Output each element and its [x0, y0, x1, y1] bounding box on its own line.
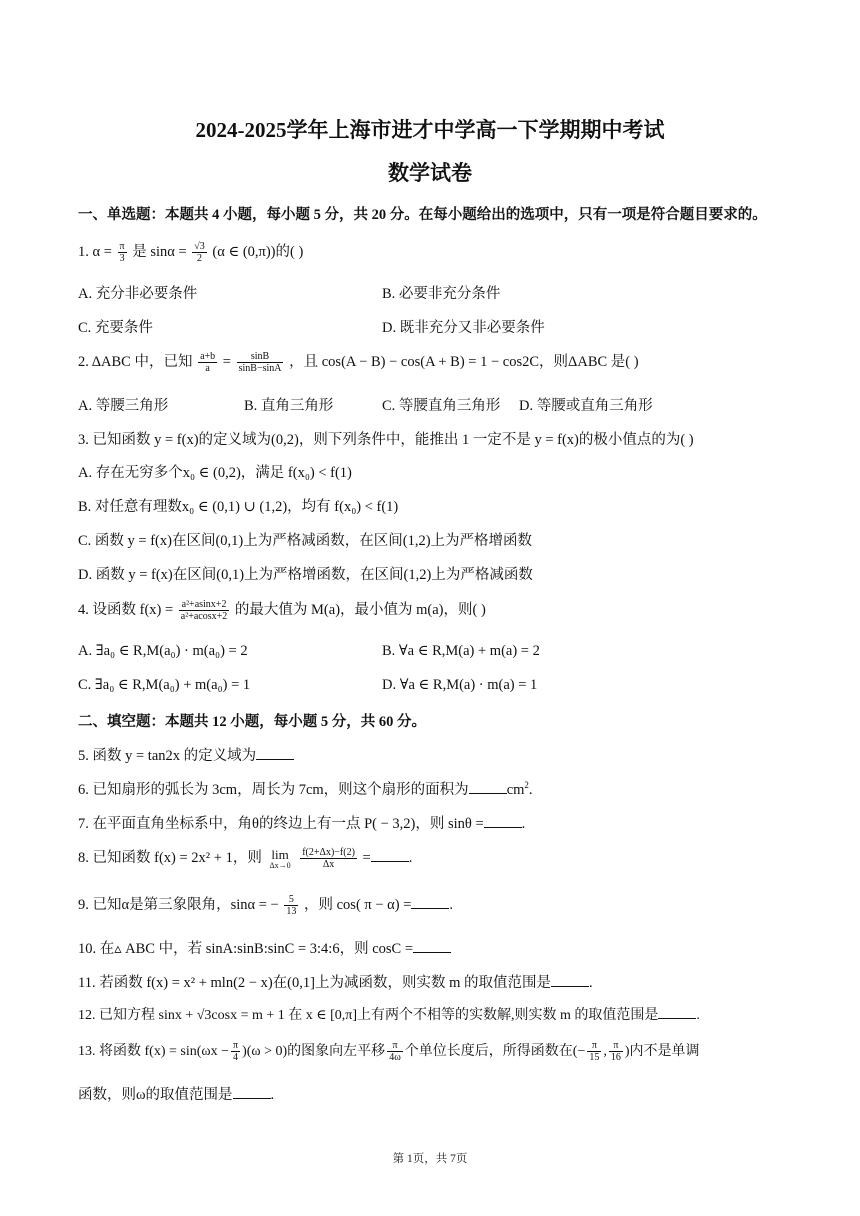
fraction: $\frac{\pi}{4\omega}$	[389, 1040, 401, 1064]
q2-option-b: B. 直角三角形	[244, 398, 334, 414]
q2-option-c: C. 等腰直角三角形	[382, 398, 501, 414]
answer-blank	[658, 1006, 696, 1019]
question-12: 12. 已知方程 sinx + √3cosx = m + 1 在 x ∈ [0,π]上有两个不相等的实数解,则实数 m 的取值范围是 .	[78, 1008, 700, 1023]
exam-subtitle: 数学试卷	[388, 161, 472, 185]
fraction: $\frac{a+b}{a}$	[200, 351, 216, 375]
question-8: 8. 已知函数 f(x) = 2x² + 1，则 lim Δx→0 $\frac{f(2+\Delta x)-f(2)}{\Delta x}$ = .	[78, 846, 413, 871]
fraction: $\frac{\pi}{15}$	[589, 1040, 600, 1064]
q4-option-b: B. ∀a ∈ R,M(a) + m(a) = 2	[382, 643, 540, 659]
q4-option-a: A. ∃a₀ ∈ R,M(a₀) · m(a₀) = 2	[78, 643, 248, 659]
question-4: 4. 设函数 f(x) = $\frac{\text{a²+asinx+2}}{\text{a²+acosx+2}}$ 的最大值为 M(a)，最小值为 m(a)，则( )	[78, 599, 486, 623]
answer-blank	[551, 974, 589, 987]
q4-option-c: C. ∃a₀ ∈ R,M(a₀) + m(a₀) = 1	[78, 677, 251, 693]
page-footer: 第 1页，共 7页	[392, 1153, 468, 1165]
q1-option-a: A. 充分非必要条件	[78, 286, 198, 302]
question-10: 10. 在▵ ABC 中，若 sinA:sinB:sinC = 3:4:6，则 cosC =	[78, 937, 451, 958]
fraction: $\frac{f(2+\Delta x)-f(2)}{\Delta x}$	[302, 847, 355, 871]
fraction: $\frac{\pi}{4}$	[233, 1040, 239, 1064]
q2-option-d: D. 等腰或直角三角形	[519, 398, 653, 414]
q3-option-d: D. 函数 y = f(x)在区间(0,1)上为严格增函数，在区间(1,2)上为严格减函数	[78, 567, 533, 583]
question-13-line2: 函数，则ω的取值范围是 .	[78, 1087, 275, 1103]
question-7: 7. 在平面直角坐标系中，角θ的终边上有一点 P( − 3,2)，则 sinθ = .	[78, 816, 526, 832]
answer-blank	[411, 896, 449, 909]
exam-title: 2024-2025学年上海市进才中学高一下学期期中考试	[195, 118, 665, 142]
q1-option-b: B. 必要非充分条件	[382, 286, 501, 302]
question-3: 3. 已知函数 y = f(x)的定义域为(0,2)，则下列条件中，能推出 1 一定不是 y = f(x)的极小值点的为( )	[78, 432, 694, 448]
question-5: 5. 函数 y = tan2x 的定义域为	[78, 744, 294, 765]
answer-blank	[256, 747, 294, 760]
answer-blank	[469, 781, 507, 794]
q4-option-d: D. ∀a ∈ R,M(a) · m(a) = 1	[382, 677, 538, 693]
answer-blank	[371, 849, 409, 862]
fraction: $\frac{\sin B}{\sin B-\sin A}$	[238, 351, 282, 375]
question-11: 11. 若函数 f(x) = x² + mln(2 − x)在(0,1]上为减函数，则实数 m 的取值范围是 .	[78, 975, 593, 991]
answer-blank	[484, 815, 522, 828]
question-2: 2. ΔABC 中，已知 $\frac{a+b}{a}$ = $\frac{\sin B}{\sin B-\sin A}$ ，且 cos(A − B) − cos(A + B) = 1 − cos2C，则ΔABC 是( )	[78, 351, 639, 375]
q1-option-c: C. 充要条件	[78, 320, 153, 336]
q3-option-c: C. 函数 y = f(x)在区间(0,1)上为严格减函数，在区间(1,2)上为严格增函数	[78, 533, 533, 549]
q3-option-a: A. 存在无穷多个x₀ ∈ (0,2)，满足 f(x₀) < f(1)	[78, 465, 352, 481]
fraction: $\frac{√3}{2}$	[194, 241, 205, 265]
question-9: 9. 已知α是第三象限角，sinα = − $\frac{5}{13}$ ，则 cos( π − α) = .	[78, 894, 453, 918]
question-13: 13. 将函数 f(x) = sin(ωx − $\frac{\pi}{4}$ )(ω > 0)的图象向左平移 $\frac{\pi}{4\omega}$ 个单位长度后，所得函数在(− $\frac{\pi}{15}$ , $\frac{\pi}{16}$ )内不是单调	[78, 1040, 700, 1064]
fraction: $\frac{5}{13}$	[286, 894, 297, 918]
q3-option-b: B. 对任意有理数x₀ ∈ (0,1) ∪ (1,2)，均有 f(x₀) < f(1)	[78, 499, 399, 515]
question-6: 6. 已知扇形的弧长为 3cm，周长为 7cm，则这个扇形的面积为 $cm^2$.	[78, 780, 533, 798]
limit: lim Δx→0	[269, 846, 291, 870]
answer-blank	[233, 1086, 271, 1099]
question-1: 1. α = $\frac{\pi}{3}$ 是 sinα = $\frac{√3}{2}$ (α ∈ (0,π))的( )	[78, 241, 304, 265]
fraction: $\frac{\pi}{3}$	[119, 241, 125, 265]
fraction: $\frac{\pi}{16}$	[610, 1040, 621, 1064]
q1-option-d: D. 既非充分又非必要条件	[382, 320, 545, 336]
q2-option-a: A. 等腰三角形	[78, 398, 169, 414]
section-heading-fill-blank: 二、填空题：本题共 12 小题，每小题 5 分，共 60 分。	[78, 714, 426, 730]
section-heading-single-choice: 一、单选题：本题共 4 小题，每小题 5 分，共 20 分。在每小题给出的选项中，只有一项是符合题目要求的。	[78, 207, 767, 223]
fraction: $\frac{\text{a²+asinx+2}}{\text{a²+acosx+2}}$	[180, 599, 228, 623]
answer-blank	[413, 940, 451, 953]
